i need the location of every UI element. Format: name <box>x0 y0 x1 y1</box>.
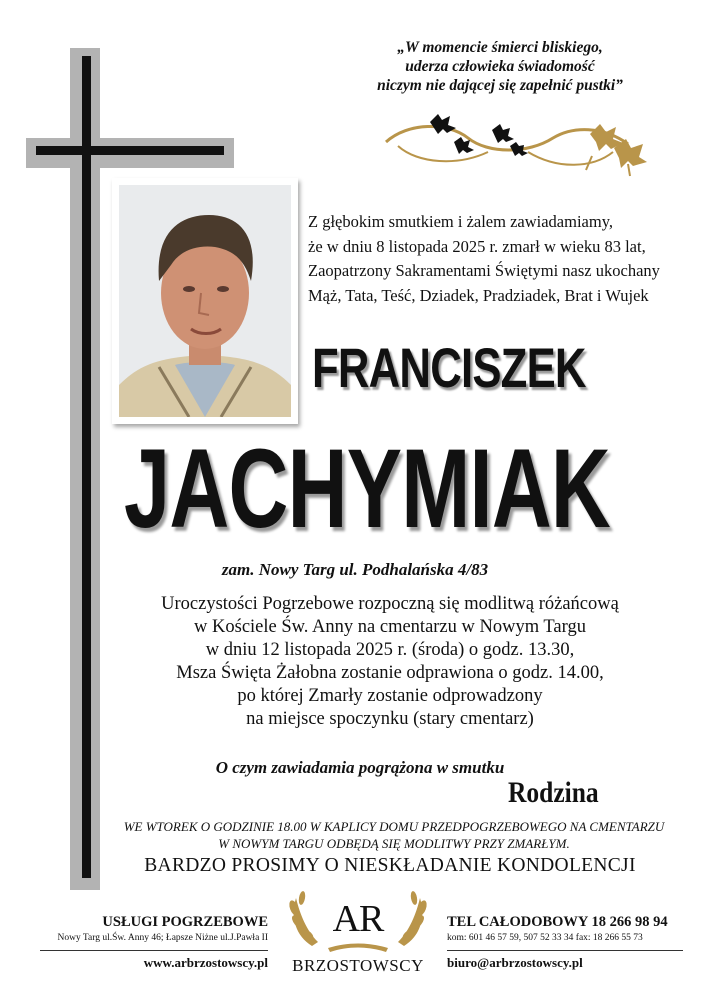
email-link[interactable]: biuro@arbrzostowscy.pl <box>447 955 583 970</box>
phone-title: TEL CAŁODOBOWY 18 266 98 94 <box>447 914 668 930</box>
ceremony-line: w dniu 12 listopada 2025 r. (środa) o godz. 13.30, <box>205 640 575 660</box>
funeral-ceremony-details <box>100 593 680 731</box>
footer-divider-left <box>40 950 268 951</box>
deceased-last-name: JACHYMIAK <box>124 426 611 551</box>
condolences-request: BARDZO PROSIMY O NIESKŁADANIE KONDOLENCJI <box>144 855 636 876</box>
portrait-image <box>119 185 291 417</box>
vine-leaves-ornament-icon <box>378 108 658 180</box>
informs-text: O czym zawiadamia pogrążona w smutku <box>215 758 505 777</box>
logo-letters: AR <box>332 898 384 940</box>
logo-company-name: BRZOSTOWSCY <box>292 956 424 975</box>
quote-line: „W momencie śmierci bliskiego, <box>397 39 603 56</box>
vigil-notice <box>104 818 684 852</box>
funeral-services-address: Nowy Targ ul.Św. Anny 46; Łapsze Niżne ul.J.Pawła II <box>57 933 268 943</box>
portrait-photo <box>112 178 298 424</box>
memorial-quote <box>330 38 670 95</box>
family-signature: Rodzina <box>508 776 599 809</box>
intro-line: Mąż, Tata, Teść, Dziadek, Pradziadek, Brat i Wujek <box>308 285 649 305</box>
phone-numbers: kom: 601 46 57 59, 507 52 33 34 fax: 18 266 55 73 <box>447 933 643 943</box>
intro-line: Z głębokim smutkiem i żalem zawiadamiamy, <box>308 212 614 231</box>
cross-horizontal-bar <box>36 146 224 155</box>
cross-vertical-bar <box>82 56 91 878</box>
vigil-line: WE WTOREK O GODZINIE 18.00 W KAPLICY DOMU PRZEDPOGRZEBOWEGO NA CMENTARZU <box>123 819 665 834</box>
quote-line: niczym nie dającej się zapełnić pustki” <box>377 77 623 94</box>
funeral-services-title: USŁUGI POGRZEBOWE <box>102 914 268 930</box>
ceremony-line: na miejsce spoczynku (stary cmentarz) <box>246 709 534 729</box>
footer-divider-right <box>447 950 683 951</box>
vigil-line: W NOWYM TARGU ODBĘDĄ SIĘ MODLITWY PRZY ZMARŁYM. <box>218 836 570 851</box>
intro-line: że w dniu 8 listopada 2025 r. zmarł w wieku 83 lat, <box>308 236 646 256</box>
ceremony-line: Msza Święta Żałobna zostanie odprawiona o godz. 14.00, <box>176 663 604 683</box>
ceremony-line: w Kościele Św. Anny na cmentarzu w Nowym Targu <box>194 617 586 637</box>
announcement-intro <box>308 210 668 308</box>
intro-line: Zaopatrzony Sakramentami Świętymi nasz ukochany <box>308 261 660 280</box>
deceased-address: zam. Nowy Targ ul. Podhalańska 4/83 <box>221 560 489 579</box>
deceased-first-name: FRANCISZEK <box>312 336 586 399</box>
ceremony-line: po której Zmarły zostanie odprowadzony <box>237 686 543 706</box>
website-link[interactable]: www.arbrzostowscy.pl <box>143 955 268 970</box>
quote-line: uderza człowieka świadomość <box>405 58 595 75</box>
ceremony-line: Uroczystości Pogrzebowe rozpoczną się modlitwą różańcową <box>161 594 619 614</box>
